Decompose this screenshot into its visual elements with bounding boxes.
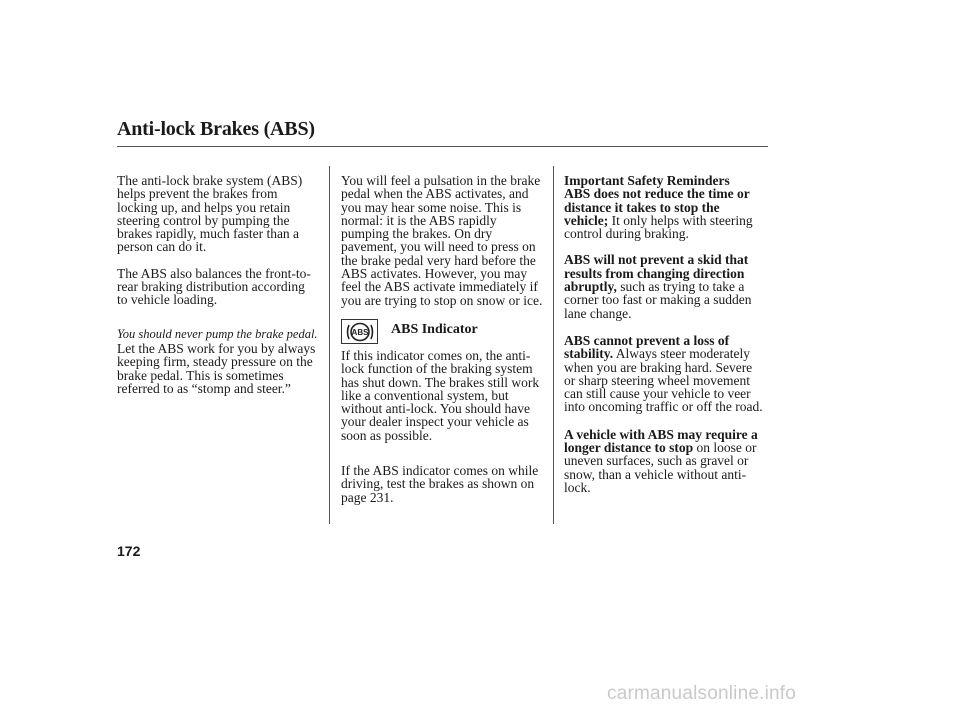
page-number: 172: [117, 543, 141, 559]
abs-balance-paragraph: The ABS also balances the front-to- rear braking distribution according to vehicle loading.: [117, 265, 311, 308]
stomp-steer-paragraph: Let the ABS work for you by always keeping firm, steady pressure on the brake pedal. This is sometimes referred to as “stomp and steer.”: [117, 340, 316, 396]
svg-text:ABS: ABS: [351, 327, 368, 337]
page-title: Anti-lock Brakes (ABS): [117, 118, 315, 140]
reminder-stopping-distance: ABS does not reduce the time or distance it takes to stop the vehicle; It only helps with steering control during braking.: [564, 186, 753, 242]
column-divider-2: [553, 166, 554, 524]
column-2: [341, 174, 551, 307]
watermark: carmanualsonline.info: [607, 683, 797, 704]
reminder-stability: ABS cannot prevent a loss of stability. Always steer moderately when you are braking hard. Severe or sharp steering wheel movement can still cause your vehicle to veer into oncoming traffic or off the road.: [564, 332, 763, 415]
pulsation-paragraph: You will feel a pulsation in the brake pedal when the ABS activates, and you may hear some noise. This is normal: it is the ABS rapidly pumping the brakes. On dry pavement, you will need to press on the brake pedal very hard before the ABS activates. However, you may feel the ABS activate immediately if you are trying to stop on snow or ice.: [341, 173, 543, 308]
column-2-lower: [341, 349, 551, 504]
reminder-skid: ABS will not prevent a skid that results from changing direction abruptly, such as trying to take a corner too fast or making a sudden lane change.: [564, 252, 752, 321]
abs-indicator-heading: ABS Indicator: [391, 322, 478, 337]
column-divider-1: [329, 166, 330, 524]
pump-warning-note: You should never pump the brake pedal.: [117, 326, 318, 341]
column-1: [117, 174, 327, 395]
abs-indicator-icon: [341, 319, 378, 344]
indicator-on-paragraph: If this indicator comes on, the anti- lock function of the braking system has shut down. The brakes still work like a conventional system, but without anti-lock. You should have your dealer inspect your vehicle as soon as possible.: [341, 348, 540, 443]
title-rule: [117, 146, 768, 147]
abs-warning-light-icon: [345, 322, 375, 342]
abs-intro-paragraph: The anti-lock brake system (ABS) helps prevent the brakes from locking up, and helps you retain steering control by pumping the brakes rapidly, much faster than a person can do it.: [117, 173, 303, 255]
column-3: [564, 174, 774, 494]
reminder-longer-distance: A vehicle with ABS may require a longer distance to stop on loose or uneven surfaces, such as gravel or snow, than a vehicle without anti- lock.: [564, 426, 758, 495]
test-brakes-paragraph: If the ABS indicator comes on while driving, test the brakes as shown on page 231.: [341, 463, 539, 505]
safety-reminders-heading: Important Safety Reminders: [564, 173, 730, 188]
